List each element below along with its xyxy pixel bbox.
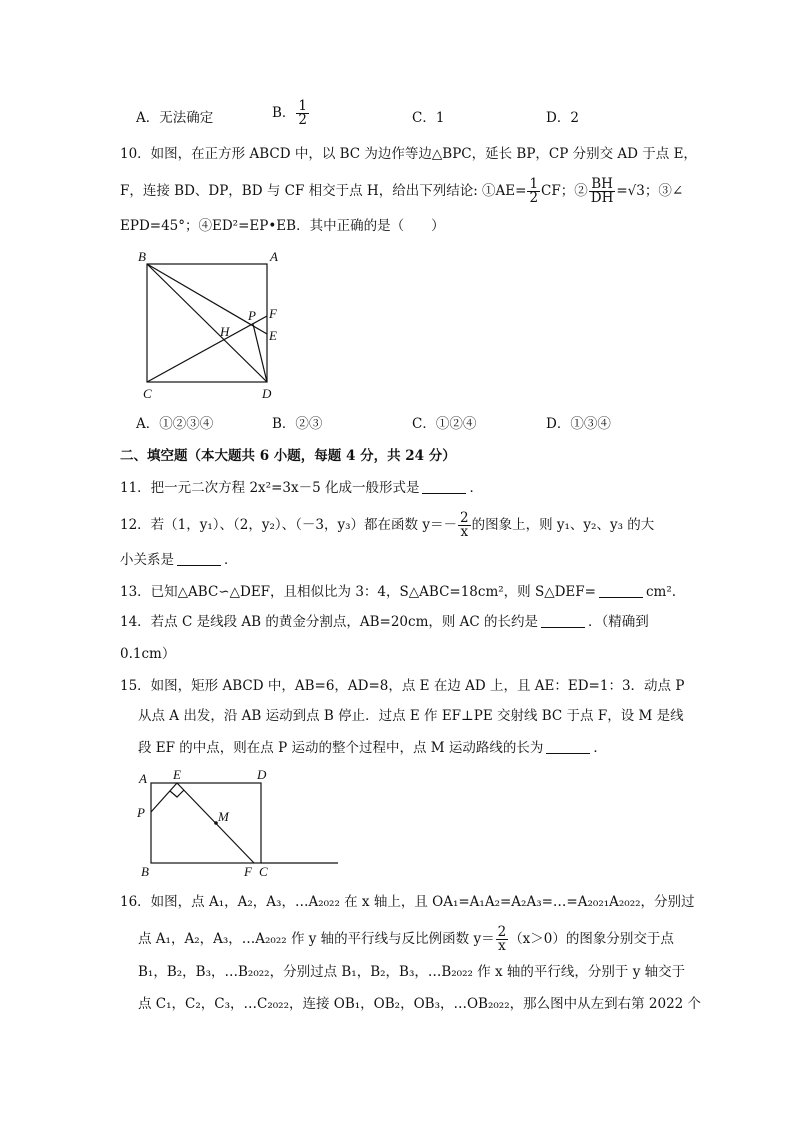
q9-option-b xyxy=(272,100,310,127)
q10-option-c: C．①②④ xyxy=(412,416,477,432)
q10-label-c: C xyxy=(143,386,152,401)
q16-line2-a: 点 A₁，A₂，A₃，…A₂₀₂₂ 作 y 轴的平行线与反比例函数 y＝ xyxy=(138,931,495,947)
q10-label-b: B xyxy=(138,249,146,264)
q10-option-d: D．①③④ xyxy=(546,416,611,432)
q12-line2: 小关系是 ． xyxy=(120,552,238,568)
q12-text-a: 12．若（1，y₁）、（2，y₂）、（－3，y₃）都在函数 y＝－ xyxy=(120,517,457,533)
q10-label-a: A xyxy=(270,249,278,264)
q15-figure xyxy=(130,764,350,882)
q12-text-b: 的图象上，则 y₁、y₂、y₃ 的大 xyxy=(471,517,655,533)
q15-label-f: F xyxy=(244,864,252,879)
q10-line1: 10．如图，在正方形 ABCD 中，以 BC 为边作等边△BPC，延长 BP，CP 分别交 AD 于点 E， xyxy=(120,146,697,162)
q10-half-fraction xyxy=(527,178,540,205)
q10-line2 xyxy=(120,178,683,205)
q15-label-b: B xyxy=(141,864,149,879)
q14-tail: ．（精确到 xyxy=(588,614,649,630)
section2-title: 二、填空题（本大题共 6 小题，每题 4 分，共 24 分） xyxy=(120,448,456,464)
q16-line2 xyxy=(138,926,674,953)
q13-text: 13．已知△ABC∽△DEF，且相似比为 3：4，S△ABC=18cm²，则 S△DEF= xyxy=(120,584,596,600)
q13-unit: cm². xyxy=(645,584,677,600)
q16-fraction xyxy=(496,926,509,953)
q10-line2-c: =√3；③∠ xyxy=(616,183,684,199)
q12-line1 xyxy=(120,512,654,539)
q16-line4: 点 C₁，C₂，C₃，…C₂₀₂₂，连接 OB₁，OB₂，OB₃，…OB₂₀₂₂，那么图中从左到右第 2022 个 xyxy=(138,996,702,1012)
q12-num: 2 xyxy=(459,510,469,526)
q15-label-p: P xyxy=(137,805,145,820)
q13-line xyxy=(120,582,676,602)
q10-ratio-fraction xyxy=(589,178,616,205)
q10-label-e: E xyxy=(269,328,277,343)
q9-option-b-fraction xyxy=(296,100,309,127)
q10-option-b: B．②③ xyxy=(272,416,323,432)
q9-b-numerator: 1 xyxy=(298,98,308,114)
q16-den: x xyxy=(498,938,506,954)
q14-answer-blank xyxy=(541,613,585,628)
q15-label-d: D xyxy=(257,767,267,782)
q14-text: 14．若点 C 是线段 AB 的黄金分割点，AB=20cm，则 AC 的长约是 xyxy=(120,614,539,630)
q11-answer-blank xyxy=(422,479,466,494)
q12-answer-blank xyxy=(177,551,221,566)
q9-b-denominator: 2 xyxy=(298,112,308,128)
q16-line2-b: （x＞0）的图象分别交于点 xyxy=(509,931,674,947)
q15-line3-text: 段 EF 的中点，则在点 P 运动的整个过程中，点 M 运动路线的长为 xyxy=(138,740,544,756)
q10-half-den: 2 xyxy=(529,190,539,206)
q12-fraction xyxy=(458,512,471,539)
q15-line1: 15．如图，矩形 ABCD 中，AB=6，AD=8，点 E 在边 AD 上，且 AE：ED=1：3．动点 P xyxy=(120,678,685,694)
q10-label-d: D xyxy=(262,386,272,401)
q15-segment-pe xyxy=(151,783,177,812)
q10-label-f: F xyxy=(269,306,277,321)
q10-label-p: P xyxy=(248,308,256,323)
q15-label-m: M xyxy=(218,809,229,824)
q10-line2-b: CF；② xyxy=(541,183,588,199)
q13-answer-blank xyxy=(599,583,643,598)
q9-option-a: A．无法确定 xyxy=(136,110,214,126)
q15-line3: 段 EF 的中点，则在点 P 运动的整个过程中，点 M 运动路线的长为 ． xyxy=(138,740,607,756)
q9-option-d: D．2 xyxy=(546,110,579,126)
q10-line3: EPD=45°；④ED²=EP•EB．其中正确的是（ ） xyxy=(120,218,445,234)
q10-figure xyxy=(130,244,290,404)
q12-den: x xyxy=(460,524,469,540)
q15-right-angle-mark xyxy=(170,790,184,797)
q15-line2: 从点 A 出发，沿 AB 运动到点 B 停止．过点 E 作 EF⊥PE 交射线 BC 于点 F，设 M 是线 xyxy=(138,708,684,724)
q11-text: 11．把一元二次方程 2x²=3x－5 化成一般形式是 xyxy=(120,480,420,496)
q10-line2-a: F，连接 BD、DP，BD 与 CF 相交于点 H，给出下列结论: ①AE= xyxy=(120,183,527,199)
q14-line2: 0.1cm） xyxy=(120,646,176,662)
q10-segment-cf xyxy=(147,316,267,382)
q10-option-a: A．①②③④ xyxy=(136,416,214,432)
q12-line2-text: 小关系是 xyxy=(120,552,174,568)
q15-label-c: C xyxy=(259,864,268,879)
q15-label-e: E xyxy=(173,767,181,782)
q10-ratio-den: DH xyxy=(590,190,614,206)
q15-answer-blank xyxy=(546,739,590,754)
q11-line: 11．把一元二次方程 2x²=3x－5 化成一般形式是 ． xyxy=(120,480,483,496)
q10-half-num: 1 xyxy=(529,176,539,192)
q9-option-b-prefix: B． xyxy=(272,105,296,121)
q14-line1 xyxy=(120,612,649,632)
q10-ratio-num: BH xyxy=(589,178,616,192)
q16-num: 2 xyxy=(497,924,507,940)
q16-line3: B₁，B₂，B₃，…B₂₀₂₂，分别过点 B₁，B₂，B₃，…B₂₀₂₂ 作 x 轴的平行线，分别于 y 轴交于 xyxy=(138,964,686,980)
q15-rectangle xyxy=(151,783,261,863)
q10-label-h: H xyxy=(220,324,230,339)
q15-label-a: A xyxy=(139,771,147,786)
q16-line1: 16．如图，点 A₁，A₂，A₃，…A₂₀₂₂ 在 x 轴上，且 OA₁=A₁A₂=A₂A₃=…=A₂₀₂₁A₂₀₂₂，分别过 xyxy=(120,894,695,910)
q9-option-c: C．1 xyxy=(412,110,445,126)
